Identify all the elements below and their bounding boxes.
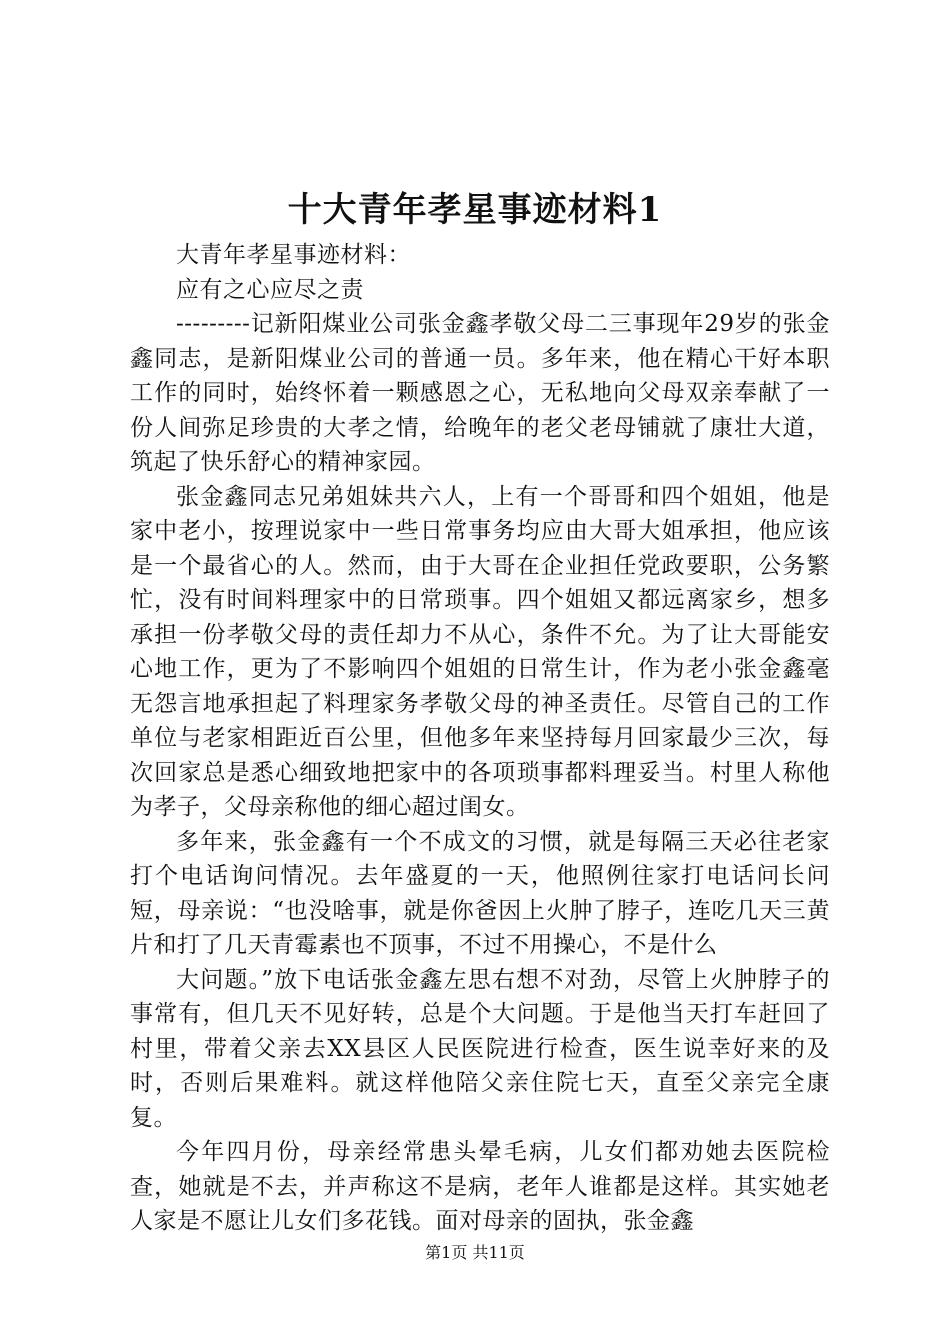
paragraph-heading: 应有之心应尽之责 [176,276,364,303]
paragraph: ---------记新阳煤业公司张金鑫孝敬父母二三事现年29岁的张金鑫同志，是新阳煤业公司的普通一员。多年来，他在精心干好本职工作的同时，始终怀着一颗感恩之心，无私地向父母双亲奉献了一份人间弥足珍贵的大孝之情，给晚年的老父老母铺就了康壮大道，筑起了快乐舒心的精神家园。 [130,311,830,475]
document-body [130,238,830,1239]
paragraph: 张金鑫同志兄弟姐妹共六人，上有一个哥哥和四个姐姐，他是家中老小，按理说家中一些日常事务均应由大哥大姐承担，他应该是一个最省心的人。然而，由于大哥在企业担任党政要职，公务繁忙，没有时间料理家中的日常琐事。四个姐姐又都远离家乡，想多承担一份孝敬父母的责任却力不从心，条件不允。为了让大哥能安心地工作，更为了不影响四个姐姐的日常生计，作为老小张金鑫毫无怨言地承担起了料理家务孝敬父母的神圣责任。尽管自己的工作单位与老家相距近百公里，但他多年来坚持每月回家最少三次，每次回家总是悉心细致地把家中的各项琐事都料理妥当。村里人称他为孝子，父母亲称他的细心超过闺女。 [130,483,830,820]
document-title: 十大青年孝星事迹材料1 [287,190,663,230]
paragraph: 大问题。”放下电话张金鑫左思右想不对劲，尽管上火肿脖子的事常有，但几天不见好转，总是个大问题。于是他当天打车赶回了村里，带着父亲去XX县区人民医院进行检查，医生说幸好来的及时，否则后果难料。就这样他陪父亲住院七天，直至父亲完全康复。 [130,966,830,1131]
paragraph: 多年来，张金鑫有一个不成文的习惯，就是每隔三天必往老家打个电话询问情况。去年盛夏的一天，他照例往家打电话问长问短，母亲说：“也没啥事，就是你爸因上火肿了脖子，连吃几天三黄片和打了几天青霉素也不顶事，不过不用操心，不是什么 [130,828,830,958]
paragraph: 今年四月份，母亲经常患头晕毛病，儿女们都劝她去医院检查，她就是不去，并声称这不是病，老年人谁都是这样。其实她老人家是不愿让儿女们多花钱。面对母亲的固执，张金鑫 [130,1139,830,1234]
paragraph-subtitle: 大青年孝星事迹材料： [176,242,411,268]
page-number: 第1页 共11页 [425,1243,525,1262]
